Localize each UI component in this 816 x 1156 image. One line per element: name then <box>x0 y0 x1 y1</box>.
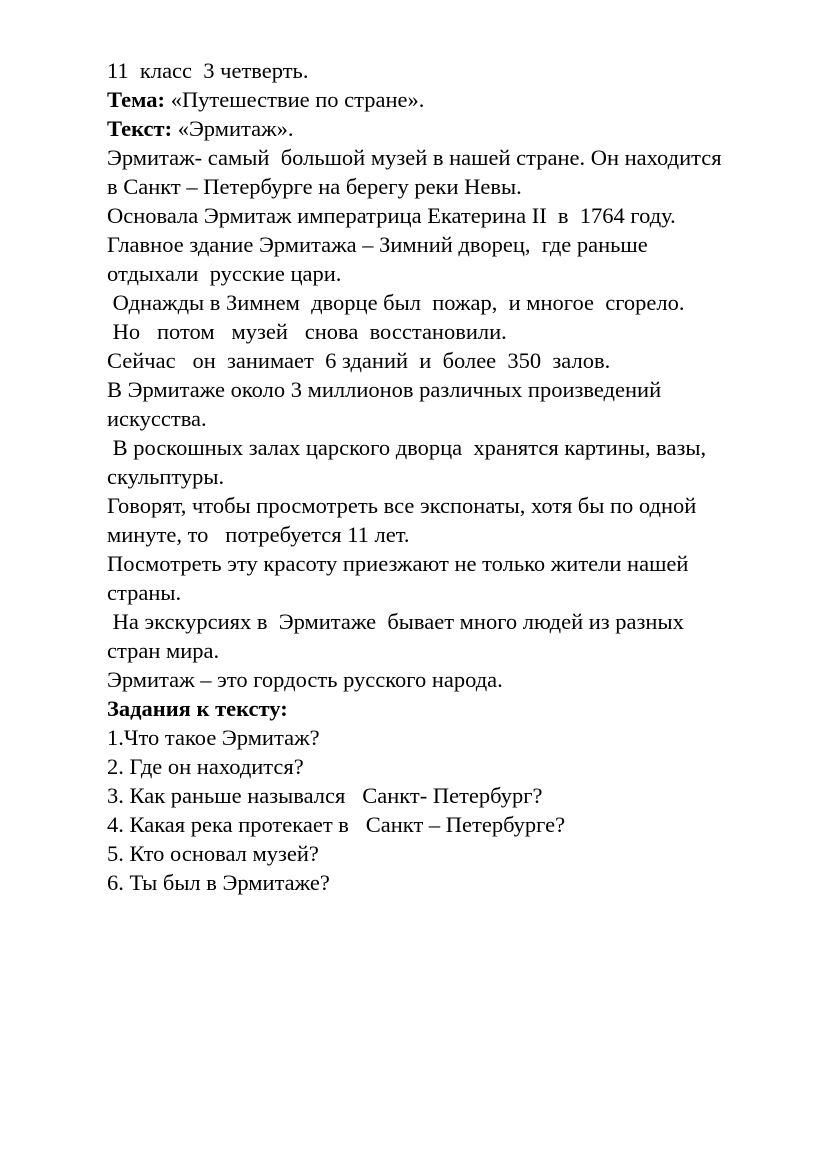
task-item: 5. Кто основал музей? <box>107 841 319 866</box>
task-item: 1.Что такое Эрмитаж? <box>107 725 320 750</box>
body-line: Эрмитаж – это гордость русского народа. <box>107 667 503 692</box>
body-line: Основала Эрмитаж императрица Екатерина II в 1764 году. <box>107 203 676 228</box>
grade-line: 11 класс 3 четверть. <box>107 58 309 83</box>
body-line: На экскурсиях в Эрмитаже бывает много людей из разных <box>107 609 684 634</box>
task-item: 6. Ты был в Эрмитаже? <box>107 870 330 895</box>
body-line: Сейчас он занимает 6 зданий и более 350 залов. <box>107 348 611 373</box>
body-line: отдыхали русские цари. <box>107 261 342 286</box>
body-line: Главное здание Эрмитажа – Зимний дворец, где раньше <box>107 232 648 257</box>
task-item: 3. Как раньше назывался Санкт- Петербург? <box>107 783 543 808</box>
text-value: «Эрмитаж». <box>172 116 294 141</box>
body-line: Посмотреть эту красоту приезжают не только жители нашей <box>107 551 689 576</box>
body-line: в Санкт – Петербурге на берегу реки Невы. <box>107 174 522 199</box>
theme-value: «Путешествие по стране». <box>165 87 425 112</box>
body-line: скульптуры. <box>107 464 225 489</box>
body-line: В Эрмитаже около 3 миллионов различных произведений <box>107 377 662 402</box>
document-page <box>107 56 812 897</box>
theme-line <box>107 85 812 114</box>
task-item: 2. Где он находится? <box>107 754 304 779</box>
body-line: Эрмитаж- самый большой музей в нашей стране. Он находится <box>107 145 722 170</box>
tasks-heading: Задания к тексту: <box>107 696 288 721</box>
body-line: страны. <box>107 580 182 605</box>
text-title-line <box>107 114 812 143</box>
body-line: Однажды в Зимнем дворце был пожар, и многое сгорело. <box>107 290 685 315</box>
theme-label: Тема: <box>107 87 166 112</box>
body-line: Но потом музей снова восстановили. <box>107 319 507 344</box>
body-line: В роскошных залах царского дворца хранятся картины, вазы, <box>107 435 707 460</box>
body-line: искусства. <box>107 406 207 431</box>
text-label: Текст: <box>107 116 173 141</box>
body-line: минуте, то потребуется 11 лет. <box>107 522 410 547</box>
body-line: стран мира. <box>107 638 220 663</box>
task-item: 4. Какая река протекает в Санкт – Петербурге? <box>107 812 566 837</box>
body-line: Говорят, чтобы просмотреть все экспонаты, хотя бы по одной <box>107 493 697 518</box>
